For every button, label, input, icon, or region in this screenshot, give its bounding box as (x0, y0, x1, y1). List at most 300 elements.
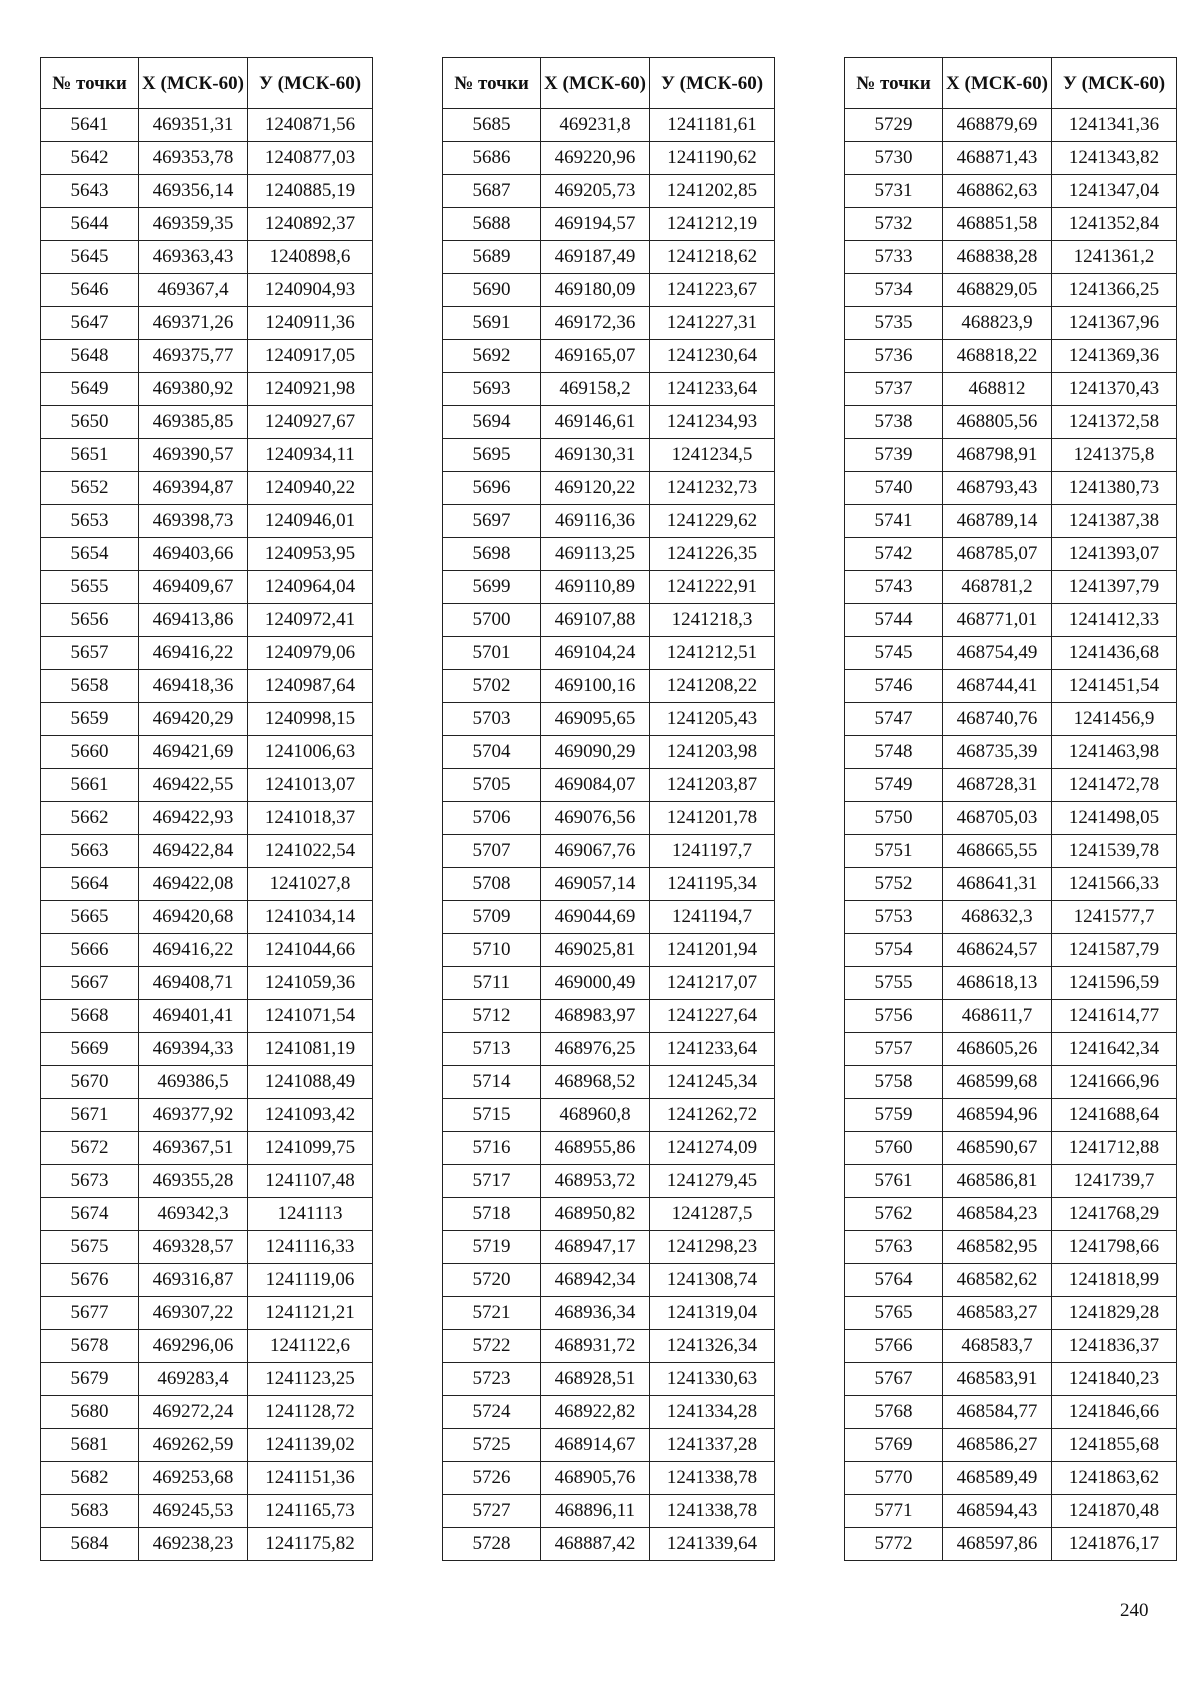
table-row (41, 1165, 373, 1198)
cell-point-number: 5696 (443, 472, 541, 505)
cell-x-coordinate: 468942,34 (541, 1264, 650, 1297)
cell-x-coordinate: 469422,84 (139, 835, 248, 868)
cell-point-number: 5655 (41, 571, 139, 604)
cell-y-coordinate: 1241666,96 (1052, 1066, 1177, 1099)
cell-x-coordinate: 468740,76 (943, 703, 1052, 736)
cell-y-coordinate: 1241234,5 (650, 439, 775, 472)
cell-y-coordinate: 1241018,37 (248, 802, 373, 835)
table-row (41, 373, 373, 406)
cell-y-coordinate: 1241227,31 (650, 307, 775, 340)
table-row (41, 1396, 373, 1429)
cell-y-coordinate: 1241330,63 (650, 1363, 775, 1396)
cell-point-number: 5648 (41, 340, 139, 373)
table-row (41, 1264, 373, 1297)
table-row (41, 109, 373, 142)
cell-x-coordinate: 469113,25 (541, 538, 650, 571)
cell-x-coordinate: 469296,06 (139, 1330, 248, 1363)
cell-point-number: 5659 (41, 703, 139, 736)
cell-y-coordinate: 1241614,77 (1052, 1000, 1177, 1033)
table-row (443, 373, 775, 406)
cell-point-number: 5644 (41, 208, 139, 241)
cell-x-coordinate: 469355,28 (139, 1165, 248, 1198)
cell-x-coordinate: 469095,65 (541, 703, 650, 736)
cell-x-coordinate: 469394,33 (139, 1033, 248, 1066)
cell-x-coordinate: 469316,87 (139, 1264, 248, 1297)
cell-y-coordinate: 1241245,34 (650, 1066, 775, 1099)
cell-y-coordinate: 1240987,64 (248, 670, 373, 703)
cell-point-number: 5763 (845, 1231, 943, 1264)
table-row (845, 868, 1177, 901)
cell-point-number: 5683 (41, 1495, 139, 1528)
header-x-coordinate: Х (МСК-60) (139, 58, 248, 109)
table-row (443, 1495, 775, 1528)
cell-x-coordinate: 469130,31 (541, 439, 650, 472)
table-row (845, 1297, 1177, 1330)
table-row (443, 1165, 775, 1198)
cell-x-coordinate: 469231,8 (541, 109, 650, 142)
table-row (443, 802, 775, 835)
cell-point-number: 5658 (41, 670, 139, 703)
cell-point-number: 5715 (443, 1099, 541, 1132)
cell-x-coordinate: 468879,69 (943, 109, 1052, 142)
table-row (845, 208, 1177, 241)
cell-y-coordinate: 1241081,19 (248, 1033, 373, 1066)
cell-y-coordinate: 1241577,7 (1052, 901, 1177, 934)
table-row (443, 439, 775, 472)
cell-x-coordinate: 469401,41 (139, 1000, 248, 1033)
cell-y-coordinate: 1241642,34 (1052, 1033, 1177, 1066)
table-row (41, 1033, 373, 1066)
table-row (845, 1165, 1177, 1198)
cell-x-coordinate: 468632,3 (943, 901, 1052, 934)
cell-x-coordinate: 469084,07 (541, 769, 650, 802)
table-row (845, 835, 1177, 868)
cell-point-number: 5740 (845, 472, 943, 505)
cell-y-coordinate: 1241175,82 (248, 1528, 373, 1561)
cell-y-coordinate: 1241203,87 (650, 769, 775, 802)
cell-y-coordinate: 1241308,74 (650, 1264, 775, 1297)
cell-point-number: 5726 (443, 1462, 541, 1495)
cell-y-coordinate: 1241262,72 (650, 1099, 775, 1132)
cell-x-coordinate: 468871,43 (943, 142, 1052, 175)
table-row (41, 274, 373, 307)
cell-point-number: 5745 (845, 637, 943, 670)
cell-x-coordinate: 468947,17 (541, 1231, 650, 1264)
cell-y-coordinate: 1240979,06 (248, 637, 373, 670)
cell-point-number: 5747 (845, 703, 943, 736)
table-row (845, 1330, 1177, 1363)
table-row (443, 604, 775, 637)
cell-point-number: 5772 (845, 1528, 943, 1561)
cell-point-number: 5716 (443, 1132, 541, 1165)
coordinates-table-3 (844, 57, 1177, 1561)
cell-x-coordinate: 468968,52 (541, 1066, 650, 1099)
cell-x-coordinate: 469367,4 (139, 274, 248, 307)
cell-x-coordinate: 468583,7 (943, 1330, 1052, 1363)
cell-point-number: 5701 (443, 637, 541, 670)
table-row (41, 1198, 373, 1231)
cell-y-coordinate: 1240871,56 (248, 109, 373, 142)
table-row (41, 670, 373, 703)
cell-y-coordinate: 1241846,66 (1052, 1396, 1177, 1429)
header-x-coordinate: Х (МСК-60) (943, 58, 1052, 109)
table-row (845, 769, 1177, 802)
cell-point-number: 5710 (443, 934, 541, 967)
cell-y-coordinate: 1241498,05 (1052, 802, 1177, 835)
table-row (41, 736, 373, 769)
cell-y-coordinate: 1241181,61 (650, 109, 775, 142)
header-y-coordinate: У (МСК-60) (650, 58, 775, 109)
table-row (443, 835, 775, 868)
cell-point-number: 5728 (443, 1528, 541, 1561)
table-row (443, 538, 775, 571)
cell-point-number: 5725 (443, 1429, 541, 1462)
cell-x-coordinate: 469044,69 (541, 901, 650, 934)
cell-point-number: 5708 (443, 868, 541, 901)
cell-point-number: 5697 (443, 505, 541, 538)
cell-y-coordinate: 1241876,17 (1052, 1528, 1177, 1561)
table-row (41, 208, 373, 241)
cell-y-coordinate: 1241201,78 (650, 802, 775, 835)
cell-x-coordinate: 468599,68 (943, 1066, 1052, 1099)
cell-point-number: 5643 (41, 175, 139, 208)
cell-x-coordinate: 468905,76 (541, 1462, 650, 1495)
cell-x-coordinate: 468953,72 (541, 1165, 650, 1198)
table-row (845, 1528, 1177, 1561)
cell-x-coordinate: 468584,77 (943, 1396, 1052, 1429)
cell-point-number: 5698 (443, 538, 541, 571)
cell-y-coordinate: 1241863,62 (1052, 1462, 1177, 1495)
cell-y-coordinate: 1241121,21 (248, 1297, 373, 1330)
table-row (845, 406, 1177, 439)
cell-point-number: 5687 (443, 175, 541, 208)
cell-y-coordinate: 1241372,58 (1052, 406, 1177, 439)
cell-y-coordinate: 1240934,11 (248, 439, 373, 472)
table-row (443, 1000, 775, 1033)
cell-point-number: 5744 (845, 604, 943, 637)
cell-point-number: 5735 (845, 307, 943, 340)
cell-point-number: 5719 (443, 1231, 541, 1264)
cell-x-coordinate: 469187,49 (541, 241, 650, 274)
cell-x-coordinate: 469367,51 (139, 1132, 248, 1165)
cell-point-number: 5641 (41, 109, 139, 142)
cell-y-coordinate: 1241380,73 (1052, 472, 1177, 505)
table-row (41, 1231, 373, 1264)
page-number: 240 (1120, 1600, 1149, 1621)
table-row (41, 769, 373, 802)
cell-x-coordinate: 468862,63 (943, 175, 1052, 208)
cell-y-coordinate: 1241412,33 (1052, 604, 1177, 637)
cell-y-coordinate: 1241341,36 (1052, 109, 1177, 142)
cell-point-number: 5742 (845, 538, 943, 571)
table-row (845, 901, 1177, 934)
cell-y-coordinate: 1241436,68 (1052, 637, 1177, 670)
table-row (443, 703, 775, 736)
cell-x-coordinate: 469328,57 (139, 1231, 248, 1264)
cell-point-number: 5721 (443, 1297, 541, 1330)
cell-x-coordinate: 468590,67 (943, 1132, 1052, 1165)
cell-x-coordinate: 469380,92 (139, 373, 248, 406)
cell-y-coordinate: 1240885,19 (248, 175, 373, 208)
cell-y-coordinate: 1241836,37 (1052, 1330, 1177, 1363)
table-row (845, 1132, 1177, 1165)
cell-point-number: 5657 (41, 637, 139, 670)
cell-x-coordinate: 468665,55 (943, 835, 1052, 868)
cell-y-coordinate: 1241456,9 (1052, 703, 1177, 736)
cell-y-coordinate: 1241463,98 (1052, 736, 1177, 769)
cell-point-number: 5689 (443, 241, 541, 274)
cell-y-coordinate: 1241139,02 (248, 1429, 373, 1462)
table-row (41, 604, 373, 637)
cell-x-coordinate: 468597,86 (943, 1528, 1052, 1561)
cell-point-number: 5651 (41, 439, 139, 472)
cell-y-coordinate: 1241870,48 (1052, 1495, 1177, 1528)
cell-x-coordinate: 468584,23 (943, 1198, 1052, 1231)
table-row (845, 373, 1177, 406)
table-row (443, 1066, 775, 1099)
cell-x-coordinate: 469375,77 (139, 340, 248, 373)
cell-x-coordinate: 468583,91 (943, 1363, 1052, 1396)
cell-point-number: 5685 (443, 109, 541, 142)
table-row (845, 1495, 1177, 1528)
table-row (443, 1462, 775, 1495)
cell-x-coordinate: 468594,43 (943, 1495, 1052, 1528)
cell-point-number: 5688 (443, 208, 541, 241)
cell-point-number: 5665 (41, 901, 139, 934)
cell-point-number: 5769 (845, 1429, 943, 1462)
cell-y-coordinate: 1241116,33 (248, 1231, 373, 1264)
cell-point-number: 5749 (845, 769, 943, 802)
table-row (845, 604, 1177, 637)
cell-x-coordinate: 469158,2 (541, 373, 650, 406)
cell-x-coordinate: 468851,58 (943, 208, 1052, 241)
cell-point-number: 5704 (443, 736, 541, 769)
cell-point-number: 5671 (41, 1099, 139, 1132)
table-row (41, 406, 373, 439)
cell-point-number: 5750 (845, 802, 943, 835)
table-row (845, 1000, 1177, 1033)
cell-point-number: 5751 (845, 835, 943, 868)
cell-point-number: 5764 (845, 1264, 943, 1297)
header-x-coordinate: Х (МСК-60) (541, 58, 650, 109)
cell-point-number: 5755 (845, 967, 943, 1000)
table-row (443, 505, 775, 538)
cell-point-number: 5758 (845, 1066, 943, 1099)
cell-point-number: 5676 (41, 1264, 139, 1297)
cell-y-coordinate: 1241226,35 (650, 538, 775, 571)
cell-point-number: 5734 (845, 274, 943, 307)
cell-y-coordinate: 1241151,36 (248, 1462, 373, 1495)
cell-point-number: 5717 (443, 1165, 541, 1198)
cell-y-coordinate: 1241596,59 (1052, 967, 1177, 1000)
table-row (41, 1132, 373, 1165)
cell-x-coordinate: 469359,35 (139, 208, 248, 241)
table-row (845, 1033, 1177, 1066)
cell-y-coordinate: 1241201,94 (650, 934, 775, 967)
cell-point-number: 5767 (845, 1363, 943, 1396)
cell-point-number: 5762 (845, 1198, 943, 1231)
cell-y-coordinate: 1241212,51 (650, 637, 775, 670)
cell-x-coordinate: 469416,22 (139, 637, 248, 670)
cell-x-coordinate: 469205,73 (541, 175, 650, 208)
cell-point-number: 5756 (845, 1000, 943, 1033)
cell-y-coordinate: 1241093,42 (248, 1099, 373, 1132)
cell-y-coordinate: 1240911,36 (248, 307, 373, 340)
cell-x-coordinate: 469000,49 (541, 967, 650, 1000)
cell-point-number: 5738 (845, 406, 943, 439)
cell-x-coordinate: 469067,76 (541, 835, 650, 868)
cell-y-coordinate: 1241230,64 (650, 340, 775, 373)
cell-x-coordinate: 469371,26 (139, 307, 248, 340)
cell-y-coordinate: 1241369,36 (1052, 340, 1177, 373)
table-row (845, 274, 1177, 307)
table-row (845, 967, 1177, 1000)
cell-y-coordinate: 1241022,54 (248, 835, 373, 868)
table-row (443, 1033, 775, 1066)
table-row (443, 109, 775, 142)
cell-point-number: 5692 (443, 340, 541, 373)
cell-point-number: 5724 (443, 1396, 541, 1429)
table-row (443, 1396, 775, 1429)
cell-y-coordinate: 1241208,22 (650, 670, 775, 703)
cell-y-coordinate: 1241190,62 (650, 142, 775, 175)
cell-x-coordinate: 469120,22 (541, 472, 650, 505)
cell-y-coordinate: 1241818,99 (1052, 1264, 1177, 1297)
cell-y-coordinate: 1241472,78 (1052, 769, 1177, 802)
header-y-coordinate: У (МСК-60) (248, 58, 373, 109)
cell-y-coordinate: 1241227,64 (650, 1000, 775, 1033)
cell-y-coordinate: 1241829,28 (1052, 1297, 1177, 1330)
cell-x-coordinate: 468829,05 (943, 274, 1052, 307)
table-row (41, 967, 373, 1000)
cell-y-coordinate: 1241367,96 (1052, 307, 1177, 340)
cell-x-coordinate: 468754,49 (943, 637, 1052, 670)
table-row (845, 142, 1177, 175)
cell-point-number: 5647 (41, 307, 139, 340)
table-row (443, 1363, 775, 1396)
cell-point-number: 5660 (41, 736, 139, 769)
table-row (41, 1330, 373, 1363)
table-row (41, 1297, 373, 1330)
cell-x-coordinate: 469422,08 (139, 868, 248, 901)
cell-x-coordinate: 468950,82 (541, 1198, 650, 1231)
cell-y-coordinate: 1241123,25 (248, 1363, 373, 1396)
cell-x-coordinate: 469116,36 (541, 505, 650, 538)
cell-x-coordinate: 469180,09 (541, 274, 650, 307)
cell-point-number: 5720 (443, 1264, 541, 1297)
cell-x-coordinate: 468798,91 (943, 439, 1052, 472)
cell-y-coordinate: 1241006,63 (248, 736, 373, 769)
cell-x-coordinate: 469408,71 (139, 967, 248, 1000)
cell-x-coordinate: 468605,26 (943, 1033, 1052, 1066)
table-row (845, 538, 1177, 571)
cell-x-coordinate: 468823,9 (943, 307, 1052, 340)
cell-y-coordinate: 1241113 (248, 1198, 373, 1231)
cell-point-number: 5662 (41, 802, 139, 835)
cell-point-number: 5761 (845, 1165, 943, 1198)
cell-y-coordinate: 1241326,34 (650, 1330, 775, 1363)
cell-x-coordinate: 469422,55 (139, 769, 248, 802)
cell-y-coordinate: 1241034,14 (248, 901, 373, 934)
cell-x-coordinate: 468922,82 (541, 1396, 650, 1429)
cell-point-number: 5675 (41, 1231, 139, 1264)
cell-y-coordinate: 1241218,3 (650, 604, 775, 637)
table-row (41, 1000, 373, 1033)
cell-y-coordinate: 1240940,22 (248, 472, 373, 505)
cell-point-number: 5707 (443, 835, 541, 868)
cell-point-number: 5668 (41, 1000, 139, 1033)
cell-y-coordinate: 1241397,79 (1052, 571, 1177, 604)
cell-y-coordinate: 1241287,5 (650, 1198, 775, 1231)
table-row (41, 1066, 373, 1099)
cell-x-coordinate: 469409,67 (139, 571, 248, 604)
table-row (845, 1099, 1177, 1132)
cell-y-coordinate: 1241768,29 (1052, 1198, 1177, 1231)
cell-point-number: 5642 (41, 142, 139, 175)
table-row (41, 241, 373, 274)
cell-y-coordinate: 1241233,64 (650, 373, 775, 406)
cell-x-coordinate: 469403,66 (139, 538, 248, 571)
cell-y-coordinate: 1241338,78 (650, 1462, 775, 1495)
cell-point-number: 5752 (845, 868, 943, 901)
cell-y-coordinate: 1241298,23 (650, 1231, 775, 1264)
cell-point-number: 5739 (845, 439, 943, 472)
cell-point-number: 5702 (443, 670, 541, 703)
table-row (845, 340, 1177, 373)
cell-x-coordinate: 468793,43 (943, 472, 1052, 505)
cell-x-coordinate: 469283,4 (139, 1363, 248, 1396)
cell-point-number: 5771 (845, 1495, 943, 1528)
cell-x-coordinate: 468789,14 (943, 505, 1052, 538)
table-row (845, 1462, 1177, 1495)
table-row (845, 1066, 1177, 1099)
cell-point-number: 5713 (443, 1033, 541, 1066)
cell-x-coordinate: 468960,8 (541, 1099, 650, 1132)
table-row (41, 571, 373, 604)
table-row (443, 307, 775, 340)
cell-y-coordinate: 1241366,25 (1052, 274, 1177, 307)
table-row (845, 241, 1177, 274)
cell-x-coordinate: 469146,61 (541, 406, 650, 439)
cell-x-coordinate: 468976,25 (541, 1033, 650, 1066)
cell-x-coordinate: 468896,11 (541, 1495, 650, 1528)
cell-y-coordinate: 1241712,88 (1052, 1132, 1177, 1165)
table-body (845, 109, 1177, 1561)
cell-point-number: 5663 (41, 835, 139, 868)
cell-x-coordinate: 468812 (943, 373, 1052, 406)
table-row (845, 637, 1177, 670)
cell-x-coordinate: 469110,89 (541, 571, 650, 604)
cell-point-number: 5766 (845, 1330, 943, 1363)
table-row (845, 736, 1177, 769)
table-row (845, 1231, 1177, 1264)
cell-x-coordinate: 468838,28 (943, 241, 1052, 274)
cell-y-coordinate: 1240972,41 (248, 604, 373, 637)
cell-point-number: 5649 (41, 373, 139, 406)
cell-point-number: 5682 (41, 1462, 139, 1495)
cell-x-coordinate: 469253,68 (139, 1462, 248, 1495)
cell-point-number: 5759 (845, 1099, 943, 1132)
cell-point-number: 5703 (443, 703, 541, 736)
table-row (443, 736, 775, 769)
cell-y-coordinate: 1241119,06 (248, 1264, 373, 1297)
cell-y-coordinate: 1241222,91 (650, 571, 775, 604)
cell-point-number: 5670 (41, 1066, 139, 1099)
cell-y-coordinate: 1241352,84 (1052, 208, 1177, 241)
cell-point-number: 5645 (41, 241, 139, 274)
cell-x-coordinate: 468931,72 (541, 1330, 650, 1363)
table-row (443, 472, 775, 505)
